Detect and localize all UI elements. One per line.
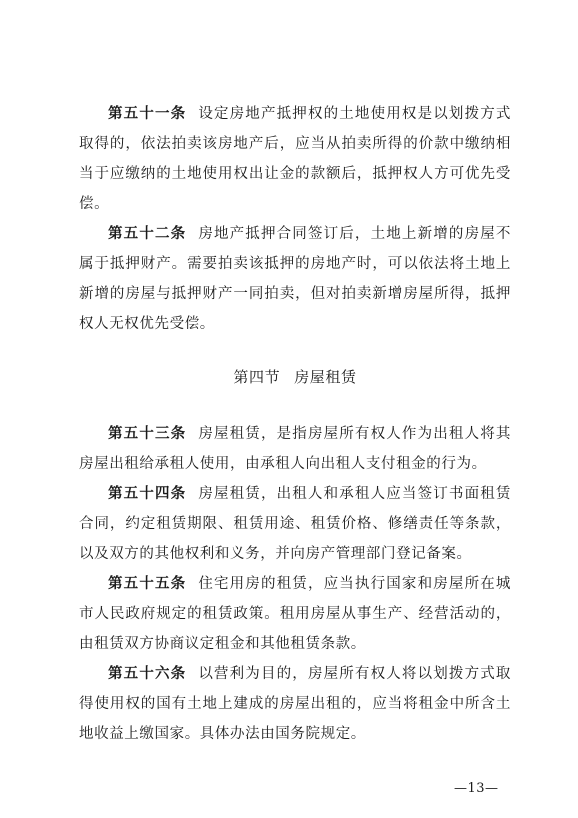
article-54 bbox=[79, 479, 511, 569]
article-56-text: 以营利为目的，房屋所有权人将以划拨方式取得使用权的国有土地上建成的房屋出租的，应当将租金中所含土地收益上缴国家。具体办法由国务院规定。 bbox=[79, 666, 511, 742]
article-54-text: 房屋租赁，出租人和承租人应当签订书面租赁合同，约定租赁期限、租赁用途、租赁价格、修缮责任等条款，以及双方的其他权利和义务，并向房产管理部门登记备案。 bbox=[79, 486, 511, 562]
page-content bbox=[79, 99, 511, 749]
article-51 bbox=[79, 99, 511, 219]
section-heading bbox=[79, 362, 511, 392]
article-55-number: 第五十五条 bbox=[108, 575, 187, 592]
article-56-number: 第五十六条 bbox=[108, 665, 187, 682]
article-51-text: 设定房地产抵押权的土地使用权是以划拨方式取得的，依法拍卖该房地产后，应当从拍卖所得的价款中缴纳相当于应缴纳的土地使用权出让金的款额后，抵押权人方可优先受偿。 bbox=[79, 106, 511, 212]
article-55 bbox=[79, 569, 511, 659]
article-55-text: 住宅用房的租赁，应当执行国家和房屋所在城市人民政府规定的租赁政策。租用房屋从事生产、经营活动的，由租赁双方协商议定租金和其他租赁条款。 bbox=[79, 576, 511, 652]
article-53-text: 房屋租赁，是指房屋所有权人作为出租人将其房屋出租给承租人使用，由承租人向出租人支付租金的行为。 bbox=[79, 426, 511, 472]
article-53 bbox=[79, 419, 511, 479]
article-56 bbox=[79, 659, 511, 749]
article-52-text: 房地产抵押合同签订后，土地上新增的房屋不属于抵押财产。需要拍卖该抵押的房地产时，可以依法将土地上新增的房屋与抵押财产一同拍卖，但对拍卖新增房屋所得，抵押权人无权优先受偿。 bbox=[79, 226, 511, 332]
article-52 bbox=[79, 219, 511, 339]
article-54-number: 第五十四条 bbox=[108, 485, 187, 502]
section-title: 房屋租赁 bbox=[294, 368, 357, 386]
article-52-number: 第五十二条 bbox=[108, 225, 187, 242]
article-53-number: 第五十三条 bbox=[108, 425, 187, 442]
section-number: 第四节 bbox=[233, 368, 281, 386]
page-number: —13— bbox=[454, 781, 499, 796]
article-51-number: 第五十一条 bbox=[108, 105, 187, 122]
